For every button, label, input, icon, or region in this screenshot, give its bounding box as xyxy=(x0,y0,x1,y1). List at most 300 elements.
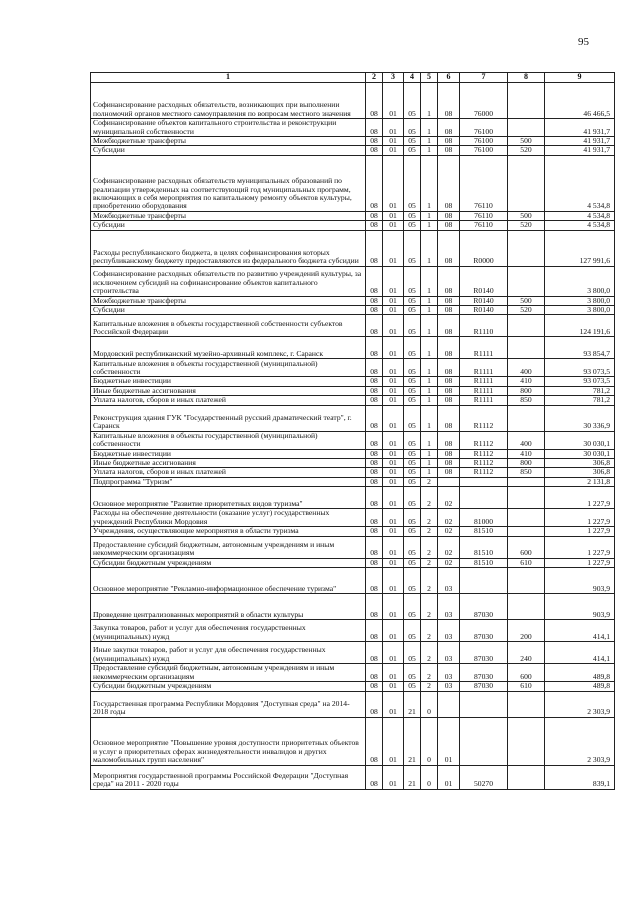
program-code: 1 xyxy=(421,405,438,431)
expense-code: 81510 xyxy=(460,536,508,558)
row-description: Капитальные вложения в объекты государственной собственности субъектов Российской Федерации xyxy=(91,315,366,337)
section-code: 01 xyxy=(383,717,404,765)
expense-code xyxy=(460,691,508,717)
type-code: 600 xyxy=(508,536,545,558)
expense-code xyxy=(460,568,508,594)
expense-code: 87030 xyxy=(460,664,508,682)
section-code: 01 xyxy=(383,509,404,527)
event-code: 08 xyxy=(438,83,460,119)
chapter-code: 08 xyxy=(366,137,383,146)
row-description: Иные бюджетные ассигнования xyxy=(91,459,366,468)
program-code: 1 xyxy=(421,155,438,211)
expense-code: R1112 xyxy=(460,459,508,468)
amount: 41 931,7 xyxy=(545,137,615,146)
section-code: 01 xyxy=(383,221,404,230)
section-code: 01 xyxy=(383,296,404,305)
row-description: Капитальные вложения в объекты государственной (муниципальной) собственности xyxy=(91,359,366,377)
type-code xyxy=(508,337,545,359)
event-code: 08 xyxy=(438,386,460,395)
table-row xyxy=(91,296,615,305)
type-code xyxy=(508,83,545,119)
expense-code: R1112 xyxy=(460,405,508,431)
program-code: 2 xyxy=(421,487,438,509)
table-row xyxy=(91,155,615,211)
amount: 3 800,0 xyxy=(545,296,615,305)
chapter-code: 08 xyxy=(366,266,383,296)
subsection-code: 21 xyxy=(404,691,421,717)
row-description: Государственная программа Республики Мордовия "Доступная среда" на 2014-2018 годы xyxy=(91,691,366,717)
chapter-code: 08 xyxy=(366,431,383,449)
row-description: Межбюджетные трансферты xyxy=(91,211,366,220)
type-code: 200 xyxy=(508,620,545,642)
section-code: 01 xyxy=(383,266,404,296)
row-description: Софинансирование расходных обязательств муниципальных образований по реализации утвержденных на соответствующий год муниципальных программ, включающих в себя мероприятия по капитальному ремонту объектов культуры, приобретению оборудования xyxy=(91,155,366,211)
chapter-code: 08 xyxy=(366,664,383,682)
type-code: 800 xyxy=(508,459,545,468)
table-row xyxy=(91,558,615,567)
chapter-code: 08 xyxy=(366,468,383,477)
expense-code: R0140 xyxy=(460,266,508,296)
type-code xyxy=(508,230,545,266)
expense-code: R1111 xyxy=(460,377,508,386)
section-code: 01 xyxy=(383,146,404,155)
subsection-code: 05 xyxy=(404,296,421,305)
expense-code: 81510 xyxy=(460,558,508,567)
expense-code: 87030 xyxy=(460,620,508,642)
amount: 93 073,5 xyxy=(545,377,615,386)
event-code: 08 xyxy=(438,221,460,230)
type-code xyxy=(508,509,545,527)
column-header: 2 xyxy=(366,73,383,83)
row-description: Учреждения, осуществляющие мероприятия в области туризма xyxy=(91,527,366,536)
section-code: 01 xyxy=(383,396,404,405)
subsection-code: 05 xyxy=(404,468,421,477)
amount: 2 303,9 xyxy=(545,717,615,765)
event-code: 02 xyxy=(438,527,460,536)
table-row xyxy=(91,536,615,558)
expense-code: 81000 xyxy=(460,509,508,527)
chapter-code: 08 xyxy=(366,459,383,468)
program-code: 1 xyxy=(421,315,438,337)
program-code: 2 xyxy=(421,558,438,567)
row-description: Капитальные вложения в объекты государственной (муниципальной) собственности xyxy=(91,431,366,449)
chapter-code: 08 xyxy=(366,306,383,315)
row-description: Уплата налогов, сборов и иных платежей xyxy=(91,396,366,405)
amount: 2 131,8 xyxy=(545,477,615,486)
chapter-code: 08 xyxy=(366,396,383,405)
type-code xyxy=(508,765,545,789)
expense-code: R1111 xyxy=(460,337,508,359)
event-code: 08 xyxy=(438,449,460,458)
section-code: 01 xyxy=(383,459,404,468)
program-code: 1 xyxy=(421,386,438,395)
chapter-code: 08 xyxy=(366,558,383,567)
program-code: 1 xyxy=(421,377,438,386)
program-code: 1 xyxy=(421,146,438,155)
type-code xyxy=(508,717,545,765)
chapter-code: 08 xyxy=(366,477,383,486)
column-header: 3 xyxy=(383,73,404,83)
expense-code: R1110 xyxy=(460,315,508,337)
expense-code: R0000 xyxy=(460,230,508,266)
row-description: Подпрограмма "Туризм" xyxy=(91,477,366,486)
section-code: 01 xyxy=(383,691,404,717)
amount: 3 800,0 xyxy=(545,306,615,315)
subsection-code: 05 xyxy=(404,620,421,642)
amount: 41 931,7 xyxy=(545,146,615,155)
program-code: 1 xyxy=(421,396,438,405)
table-row xyxy=(91,717,615,765)
amount: 2 303,9 xyxy=(545,691,615,717)
chapter-code: 08 xyxy=(366,211,383,220)
table-row xyxy=(91,405,615,431)
event-code: 08 xyxy=(438,119,460,137)
amount: 1 227,9 xyxy=(545,558,615,567)
section-code: 01 xyxy=(383,230,404,266)
event-code: 08 xyxy=(438,405,460,431)
section-code: 01 xyxy=(383,431,404,449)
type-code xyxy=(508,405,545,431)
type-code xyxy=(508,155,545,211)
row-description: Иные бюджетные ассигнования xyxy=(91,386,366,395)
row-description: Проведение централизованных мероприятий в области культуры xyxy=(91,594,366,620)
program-code: 2 xyxy=(421,642,438,664)
type-code xyxy=(508,527,545,536)
row-description: Софинансирование расходных обязательств по развитию учреждений культуры, за исключением субсидий на софинансирование объектов капитального строительства xyxy=(91,266,366,296)
event-code xyxy=(438,477,460,486)
amount: 30 336,9 xyxy=(545,405,615,431)
subsection-code: 05 xyxy=(404,431,421,449)
row-description: Иные закупки товаров, работ и услуг для обеспечения государственных (муниципальных) нужд xyxy=(91,642,366,664)
program-code: 2 xyxy=(421,594,438,620)
program-code: 1 xyxy=(421,337,438,359)
table-row xyxy=(91,765,615,789)
column-header: 4 xyxy=(404,73,421,83)
chapter-code: 08 xyxy=(366,594,383,620)
expense-code xyxy=(460,717,508,765)
row-description: Предоставление субсидий бюджетным, автономным учреждениям и иным некоммерческим организациям xyxy=(91,536,366,558)
program-code: 1 xyxy=(421,230,438,266)
event-code: 03 xyxy=(438,568,460,594)
program-code: 1 xyxy=(421,83,438,119)
expense-code: 76100 xyxy=(460,119,508,137)
row-description: Уплата налогов, сборов и иных платежей xyxy=(91,468,366,477)
column-header: 1 xyxy=(91,73,366,83)
program-code: 1 xyxy=(421,137,438,146)
expense-code: R1112 xyxy=(460,431,508,449)
expense-code: R1111 xyxy=(460,396,508,405)
table-row xyxy=(91,221,615,230)
table-row xyxy=(91,230,615,266)
section-code: 01 xyxy=(383,642,404,664)
row-description: Межбюджетные трансферты xyxy=(91,296,366,305)
subsection-code: 05 xyxy=(404,477,421,486)
table-row xyxy=(91,315,615,337)
type-code: 410 xyxy=(508,449,545,458)
type-code: 610 xyxy=(508,682,545,691)
row-description: Предоставление субсидий бюджетным, автономным учреждениям и иным некоммерческим организациям xyxy=(91,664,366,682)
amount: 1 227,9 xyxy=(545,509,615,527)
program-code: 1 xyxy=(421,359,438,377)
chapter-code: 08 xyxy=(366,221,383,230)
subsection-code: 05 xyxy=(404,359,421,377)
program-code: 1 xyxy=(421,468,438,477)
row-description: Закупка товаров, работ и услуг для обеспечения государственных (муниципальных) нужд xyxy=(91,620,366,642)
subsection-code: 05 xyxy=(404,558,421,567)
expense-code: 87030 xyxy=(460,682,508,691)
event-code: 02 xyxy=(438,558,460,567)
row-description: Субсидии xyxy=(91,146,366,155)
row-description: Софинансирование объектов капитального строительства и реконструкции муниципальной собственности xyxy=(91,119,366,137)
chapter-code: 08 xyxy=(366,536,383,558)
table-row xyxy=(91,642,615,664)
type-code: 520 xyxy=(508,306,545,315)
program-code: 2 xyxy=(421,536,438,558)
column-header: 8 xyxy=(508,73,545,83)
chapter-code: 08 xyxy=(366,717,383,765)
event-code: 08 xyxy=(438,459,460,468)
table-row xyxy=(91,119,615,137)
program-code: 1 xyxy=(421,266,438,296)
table-row xyxy=(91,477,615,486)
type-code: 500 xyxy=(508,137,545,146)
row-description: Субсидии xyxy=(91,306,366,315)
type-code xyxy=(508,119,545,137)
table-row xyxy=(91,468,615,477)
type-code: 410 xyxy=(508,377,545,386)
section-code: 01 xyxy=(383,137,404,146)
event-code: 08 xyxy=(438,431,460,449)
event-code: 08 xyxy=(438,396,460,405)
chapter-code: 08 xyxy=(366,527,383,536)
row-description: Софинансирование расходных обязательств, возникающих при выполнении полномочий органов местного самоуправления по вопросам местного значения xyxy=(91,83,366,119)
expense-code xyxy=(460,477,508,486)
type-code: 600 xyxy=(508,664,545,682)
subsection-code: 05 xyxy=(404,230,421,266)
type-code: 240 xyxy=(508,642,545,664)
section-code: 01 xyxy=(383,405,404,431)
amount: 127 991,6 xyxy=(545,230,615,266)
amount: 41 931,7 xyxy=(545,119,615,137)
table-row xyxy=(91,146,615,155)
expense-code: 87030 xyxy=(460,642,508,664)
event-code: 01 xyxy=(438,717,460,765)
page-number: 95 xyxy=(578,36,589,48)
row-description: Бюджетные инвестиции xyxy=(91,377,366,386)
program-code: 0 xyxy=(421,717,438,765)
program-code: 2 xyxy=(421,509,438,527)
event-code: 08 xyxy=(438,146,460,155)
subsection-code: 05 xyxy=(404,487,421,509)
budget-table xyxy=(90,72,615,790)
expense-code: 76100 xyxy=(460,137,508,146)
subsection-code: 05 xyxy=(404,83,421,119)
amount: 30 030,1 xyxy=(545,449,615,458)
type-code: 520 xyxy=(508,221,545,230)
section-code: 01 xyxy=(383,306,404,315)
row-description: Основное мероприятие "Рекламно-информационное обеспечение туризма" xyxy=(91,568,366,594)
subsection-code: 05 xyxy=(404,146,421,155)
subsection-code: 05 xyxy=(404,594,421,620)
program-code: 2 xyxy=(421,568,438,594)
expense-code: R1111 xyxy=(460,359,508,377)
event-code: 08 xyxy=(438,230,460,266)
expense-code: R1112 xyxy=(460,468,508,477)
row-description: Расходы республиканского бюджета, в целях софинансирования которых республиканскому бюджету предоставляются из федерального бюджета субсидии xyxy=(91,230,366,266)
event-code: 08 xyxy=(438,296,460,305)
column-header-row xyxy=(91,73,615,83)
program-code: 1 xyxy=(421,306,438,315)
event-code: 08 xyxy=(438,211,460,220)
amount: 1 227,9 xyxy=(545,487,615,509)
program-code: 0 xyxy=(421,765,438,789)
expense-code: 76000 xyxy=(460,83,508,119)
subsection-code: 05 xyxy=(404,642,421,664)
amount: 781,2 xyxy=(545,396,615,405)
section-code: 01 xyxy=(383,558,404,567)
expense-code: 76100 xyxy=(460,146,508,155)
amount: 1 227,9 xyxy=(545,536,615,558)
column-header: 5 xyxy=(421,73,438,83)
section-code: 01 xyxy=(383,449,404,458)
type-code: 400 xyxy=(508,431,545,449)
program-code: 1 xyxy=(421,119,438,137)
chapter-code: 08 xyxy=(366,449,383,458)
row-description: Основное мероприятие "Развитие приоритетных видов туризма" xyxy=(91,487,366,509)
subsection-code: 05 xyxy=(404,266,421,296)
table-row xyxy=(91,377,615,386)
subsection-code: 21 xyxy=(404,765,421,789)
chapter-code: 08 xyxy=(366,682,383,691)
section-code: 01 xyxy=(383,527,404,536)
row-description: Мероприятия государственной программы Российской Федерации "Доступная среда" на 2011 - 2020 годы xyxy=(91,765,366,789)
chapter-code: 08 xyxy=(366,315,383,337)
expense-code: 87030 xyxy=(460,594,508,620)
expense-code: 76110 xyxy=(460,211,508,220)
chapter-code: 08 xyxy=(366,765,383,789)
table-row xyxy=(91,691,615,717)
event-code xyxy=(438,691,460,717)
amount: 46 466,5 xyxy=(545,83,615,119)
table-row xyxy=(91,664,615,682)
chapter-code: 08 xyxy=(366,155,383,211)
type-code: 610 xyxy=(508,558,545,567)
amount: 903,9 xyxy=(545,594,615,620)
table-row xyxy=(91,527,615,536)
expense-code: R1111 xyxy=(460,386,508,395)
program-code: 2 xyxy=(421,527,438,536)
type-code xyxy=(508,691,545,717)
event-code: 08 xyxy=(438,155,460,211)
amount: 306,8 xyxy=(545,468,615,477)
section-code: 01 xyxy=(383,468,404,477)
event-code: 08 xyxy=(438,468,460,477)
expense-code: R0140 xyxy=(460,306,508,315)
row-description: Мордовский республиканский музейно-архивный комплекс, г. Саранск xyxy=(91,337,366,359)
event-code: 03 xyxy=(438,682,460,691)
subsection-code: 21 xyxy=(404,717,421,765)
type-code: 850 xyxy=(508,396,545,405)
table-row xyxy=(91,337,615,359)
type-code xyxy=(508,594,545,620)
subsection-code: 05 xyxy=(404,682,421,691)
table-row xyxy=(91,487,615,509)
section-code: 01 xyxy=(383,568,404,594)
chapter-code: 08 xyxy=(366,377,383,386)
type-code xyxy=(508,477,545,486)
subsection-code: 05 xyxy=(404,137,421,146)
chapter-code: 08 xyxy=(366,691,383,717)
program-code: 2 xyxy=(421,664,438,682)
event-code: 01 xyxy=(438,765,460,789)
program-code: 1 xyxy=(421,211,438,220)
amount: 93 854,7 xyxy=(545,337,615,359)
subsection-code: 05 xyxy=(404,221,421,230)
amount: 489,8 xyxy=(545,664,615,682)
amount: 30 030,1 xyxy=(545,431,615,449)
section-code: 01 xyxy=(383,315,404,337)
table-row xyxy=(91,509,615,527)
row-description: Межбюджетные трансферты xyxy=(91,137,366,146)
amount: 903,9 xyxy=(545,568,615,594)
chapter-code: 08 xyxy=(366,405,383,431)
subsection-code: 05 xyxy=(404,119,421,137)
event-code: 08 xyxy=(438,337,460,359)
row-description: Субсидии бюджетным учреждениям xyxy=(91,558,366,567)
amount: 4 534,8 xyxy=(545,221,615,230)
amount: 839,1 xyxy=(545,765,615,789)
event-code: 02 xyxy=(438,509,460,527)
table-row xyxy=(91,396,615,405)
section-code: 01 xyxy=(383,337,404,359)
section-code: 01 xyxy=(383,487,404,509)
event-code: 08 xyxy=(438,377,460,386)
subsection-code: 05 xyxy=(404,568,421,594)
section-code: 01 xyxy=(383,620,404,642)
section-code: 01 xyxy=(383,83,404,119)
program-code: 0 xyxy=(421,691,438,717)
type-code xyxy=(508,568,545,594)
subsection-code: 05 xyxy=(404,396,421,405)
column-header: 9 xyxy=(545,73,615,83)
amount: 781,2 xyxy=(545,386,615,395)
section-code: 01 xyxy=(383,765,404,789)
program-code: 1 xyxy=(421,449,438,458)
chapter-code: 08 xyxy=(366,296,383,305)
expense-code: 76110 xyxy=(460,155,508,211)
section-code: 01 xyxy=(383,536,404,558)
table-row xyxy=(91,431,615,449)
type-code: 400 xyxy=(508,359,545,377)
subsection-code: 05 xyxy=(404,536,421,558)
amount: 1 227,9 xyxy=(545,527,615,536)
program-code: 1 xyxy=(421,221,438,230)
expense-code: 81510 xyxy=(460,527,508,536)
event-code: 02 xyxy=(438,536,460,558)
expense-code: R1112 xyxy=(460,449,508,458)
section-code: 01 xyxy=(383,664,404,682)
row-description: Расходы на обеспечение деятельности (оказание услуг) государственных учреждений Республики Мордовия xyxy=(91,509,366,527)
expense-code: 50270 xyxy=(460,765,508,789)
table-row xyxy=(91,137,615,146)
subsection-code: 05 xyxy=(404,527,421,536)
program-code: 1 xyxy=(421,459,438,468)
section-code: 01 xyxy=(383,359,404,377)
chapter-code: 08 xyxy=(366,509,383,527)
expense-code: R0140 xyxy=(460,296,508,305)
type-code xyxy=(508,315,545,337)
row-description: Бюджетные инвестиции xyxy=(91,449,366,458)
